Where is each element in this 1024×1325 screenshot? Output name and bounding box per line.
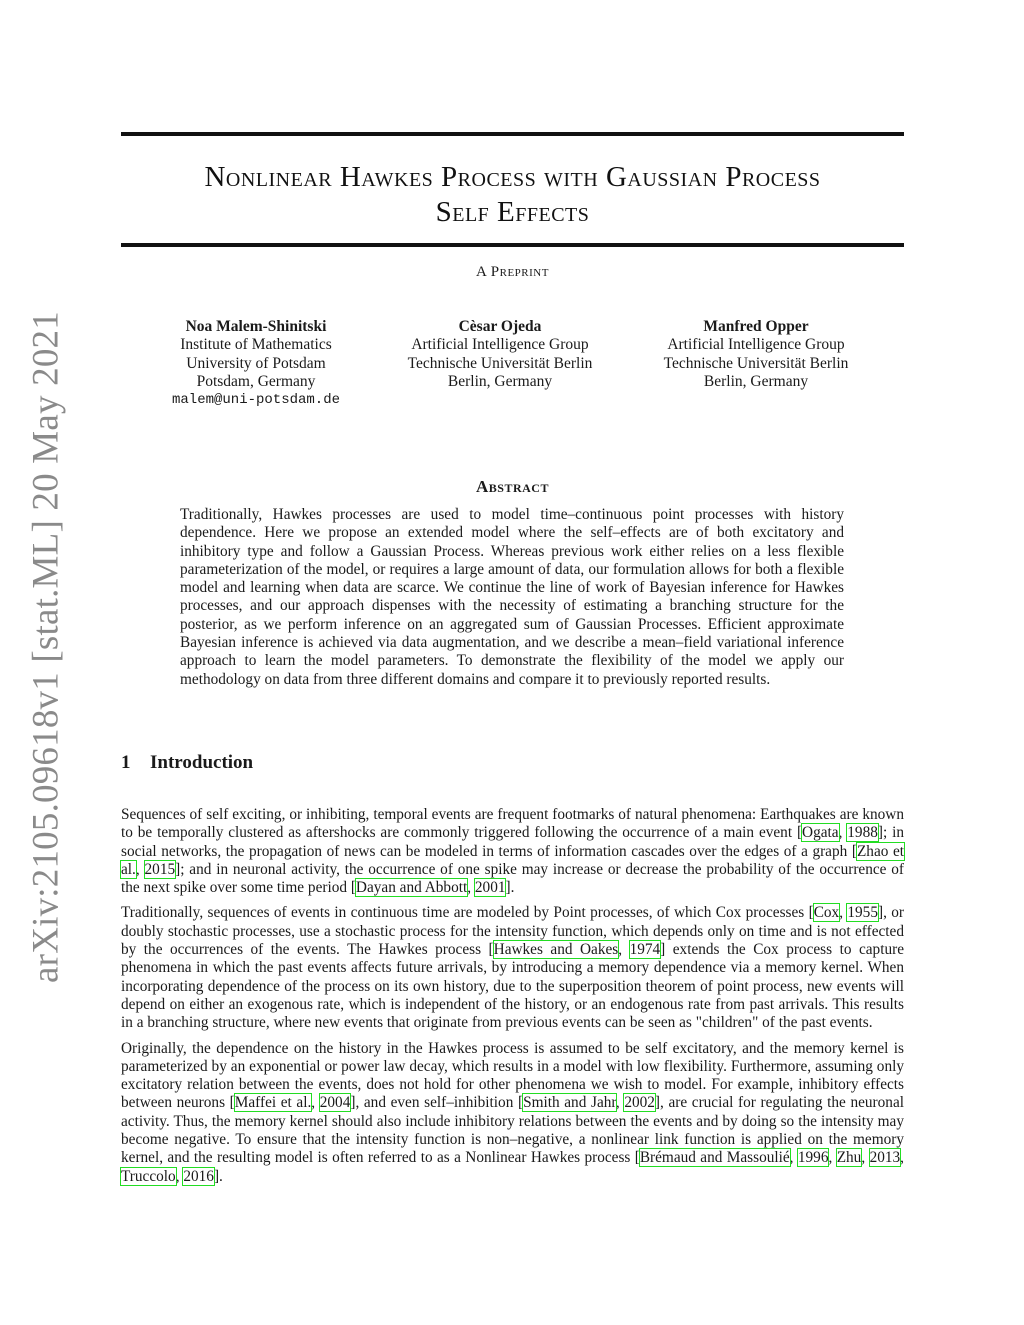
section-number: 1 bbox=[121, 752, 131, 773]
title-line-2: Self Effects bbox=[435, 196, 590, 228]
citation-link[interactable]: 2013 bbox=[869, 1149, 901, 1167]
author-name: Cèsar Ojeda bbox=[458, 318, 542, 335]
citation-link[interactable]: Dayan and Abbott bbox=[355, 879, 468, 897]
author-institution: Technische Universität Berlin bbox=[407, 354, 593, 372]
abstract-text: Traditionally, Hawkes processes are used to model time–continuous point processes with history dependence. Here we propose an extended model where the self–effects are of both excitatory and inhibitory type and follow a Gaussian Process. Whereas previous work either relies on a less flexible parameterization of the model, or requires a large amount of data, our formulation allows for both a flexible model and learning when data are scarce. We continue the line of work of Bayesian inference for Hawkes processes, and our approach dispenses with the necessity of estimating a branching structure for the posterior, as we perform inference on an aggregated sum of Gaussian Processes. Efficient approximate Bayesian inference is achieved via data augmentation, and we describe a mean–field variational inference approach to learn the model parameters. To demonstrate the flexibility of the model we apply our methodology on data from three different domains and compare it to previously reported results. bbox=[180, 506, 844, 688]
paragraph-text: Sequences of self exciting, or inhibiting, temporal events are frequent footmarks of natural phenomena: Earthquakes are known to be temporally clustered as aftershocks are commonly triggered following the occurrence of a main event [ bbox=[121, 806, 904, 842]
citation-link[interactable]: 1955 bbox=[847, 904, 878, 922]
paragraph-text: ]; in social networks, the propagation of news can be modeled in terms of information cascades over the edges of a graph [ bbox=[121, 824, 904, 860]
author-affiliation: Artificial Intelligence Group bbox=[411, 336, 589, 354]
author-location: Berlin, Germany bbox=[703, 372, 809, 390]
paragraph-3: Originally, the dependence on the history in the Hawkes process is assumed to be self excitatory, and the memory kernel is parameterized by an exponential or power law decay, which results in a model with low flexibility. Furthermore, assuming only excitatory relation between the events, does not hold for other phenomena we wish to model. For example, inhibitory effects between neurons [Maffei et al., 2004], and even self–inhibition [Smith and Jahr, 2002], are crucial for regulating the neuronal activity. Thus, the memory kernel should also include inhibitory relations between the events and by doing so the intensity may become negative. To ensure that the intensity function is non–negative, a nonlinear link function is applied on the memory kernel, and the resulting model is often referred to as a Nonlinear Hawkes process [Brémaud and Massoulié, 1996, Zhu, 2013, Truccolo, 2016]. bbox=[121, 1039, 904, 1185]
paragraph-text: Traditionally, sequences of events in continuous time are modeled by Point processes, of which Cox processes [ bbox=[121, 904, 814, 922]
introduction-body bbox=[121, 806, 904, 1193]
citation-link[interactable]: 1996 bbox=[797, 1149, 829, 1167]
author-email[interactable]: malem@uni-potsdam.de bbox=[171, 392, 341, 409]
author-location: Potsdam, Germany bbox=[196, 372, 316, 390]
abstract-heading: Abstract bbox=[476, 477, 549, 496]
paragraph-text: ], or doubly stochastic processes, use a stochastic process for the intensity function, which depends only on time and is not effected by the occurrences of the events. The Hawkes process [ bbox=[121, 904, 904, 959]
author-name: Noa Malem-Shinitski bbox=[185, 318, 327, 335]
paper-title bbox=[121, 160, 904, 230]
arxiv-sidebar bbox=[21, 311, 71, 983]
citation-link[interactable]: 1974 bbox=[629, 941, 661, 959]
section-heading-introduction bbox=[121, 752, 253, 774]
paragraph-text: ]; and in neuronal activity, the occurrence of one spike may increase or decrease the probability of the occurrence of the next spike over some time period [ bbox=[121, 860, 904, 897]
citation-link[interactable]: 2001 bbox=[474, 879, 506, 897]
citation-link[interactable]: 2004 bbox=[319, 1094, 351, 1112]
paragraph-text: Originally, the dependence on the history in the Hawkes process is assumed to be self excitatory, and the memory kernel is parameterized by an exponential or power law decay, which results in a model with low flexibility. Furthermore, assuming only excitatory relation between the events, does not hold for other phenomena we wish to model. For example, inhibitory effects between neurons [ bbox=[121, 1039, 904, 1112]
preprint-label: A Preprint bbox=[476, 264, 549, 280]
author-affiliation: Institute of Mathematics bbox=[180, 336, 332, 354]
citation-link[interactable]: Smith and Jahr bbox=[523, 1094, 616, 1112]
citation-link[interactable]: Zhao et al. bbox=[121, 842, 905, 878]
citation-link[interactable]: Maffei et al. bbox=[234, 1094, 312, 1112]
paragraph-text: ]. bbox=[213, 1167, 223, 1185]
author-block-3 bbox=[636, 318, 876, 391]
paragraph-text: ], are crucial for regulating the neuronal activity. Thus, the memory kernel should also include inhibitory relations between the events and by doing so the intensity may become negative. To ensure that the intensity function is non–negative, a nonlinear link function is applied on the memory kernel, and the resulting model is often referred to as a Nonlinear Hawkes process [ bbox=[121, 1094, 904, 1167]
author-institution: University of Potsdam bbox=[186, 354, 326, 372]
author-block-2 bbox=[380, 318, 620, 391]
author-block-1 bbox=[136, 318, 376, 409]
title-bottom-rule bbox=[121, 243, 904, 247]
paragraph-2: Traditionally, sequences of events in continuous time are modeled by Point processes, of which Cox processes [Cox, 1955], or doubly stochastic processes, use a stochastic process for the intensity function, which depends only on time and is not effected by the occurrences of the events. The Hawkes process [Hawkes and Oakes, 1974] extends the Cox process to capture phenomena in which the past events affects future arrivals, by introducing a memory dependence via a memory kernel. When incorporating dependence of the process on its own history, due to the superposition theorem of point process, new events will depend on either an exogenous rate, which is independent of the history, or an endogenous rate from past arrivals. This results in a branching structure, where new events that originate from previous events can be seen as "children" of the past events. bbox=[121, 904, 904, 1032]
paragraph-text: ], and even self–inhibition [ bbox=[350, 1094, 524, 1112]
citation-link[interactable]: Hawkes and Oakes bbox=[493, 941, 619, 959]
citation-link[interactable]: Brémaud and Massoulié bbox=[639, 1149, 790, 1167]
citation-link[interactable]: Ogata bbox=[802, 824, 839, 842]
paragraph-text: ] extends the Cox process to capture phenomena in which the past events affects future arrivals, by introducing a memory dependence via a memory kernel. When incorporating dependence of the process on its own history, due to the superposition theorem of point process, new events will depend on either an exogenous rate, which is independent of the history, or an endogenous rate from past arrivals. This results in a branching structure, where new events that originate from previous events can be seen as "children" of the past events. bbox=[121, 941, 904, 1032]
section-title: Introduction bbox=[150, 752, 254, 773]
author-location: Berlin, Germany bbox=[447, 372, 553, 390]
author-institution: Technische Universität Berlin bbox=[663, 354, 849, 372]
citation-link[interactable]: 2016 bbox=[183, 1167, 214, 1185]
citation-link[interactable]: Truccolo bbox=[121, 1167, 176, 1185]
paragraph-text: ]. bbox=[505, 879, 515, 897]
citation-link[interactable]: 2002 bbox=[624, 1094, 655, 1112]
citation-link[interactable]: 1988 bbox=[847, 824, 878, 842]
paragraph-1: Sequences of self exciting, or inhibiting, temporal events are frequent footmarks of natural phenomena: Earthquakes are known to be temporally clustered as aftershocks are commonly triggered following the occurrence of a main event [Ogata, 1988]; in social networks, the propagation of news can be modeled in terms of information cascades over the edges of a graph [Zhao et al., 2015]; and in neuronal activity, the occurrence of one spike may increase or decrease the probability of the occurrence of the next spike over some time period [Dayan and Abbott, 2001]. bbox=[121, 806, 905, 897]
citation-link[interactable]: Cox bbox=[813, 904, 840, 922]
citation-link[interactable]: 2015 bbox=[144, 860, 176, 878]
title-line-1: Nonlinear Hawkes Process with Gaussian Process bbox=[204, 161, 821, 193]
citation-link[interactable]: Zhu bbox=[836, 1149, 862, 1167]
author-affiliation: Artificial Intelligence Group bbox=[667, 336, 845, 354]
arxiv-identifier: arXiv:2105.09618v1 [stat.ML] 20 May 2021 bbox=[25, 311, 67, 983]
author-name: Manfred Opper bbox=[703, 318, 809, 335]
title-top-rule bbox=[121, 132, 904, 136]
